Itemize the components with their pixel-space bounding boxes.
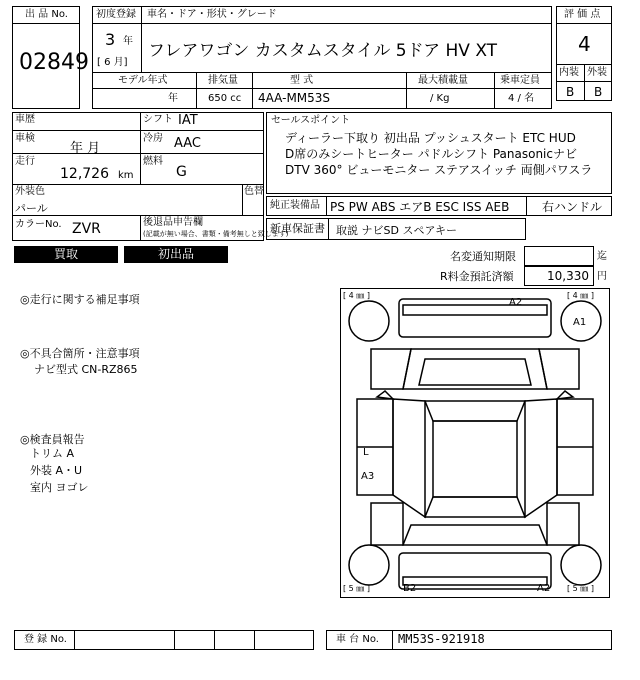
capacity-value: 4 / 名	[508, 93, 535, 104]
rear-left-quarter	[371, 503, 403, 545]
displacement-label: 排気量	[208, 75, 238, 86]
notice-unit: 迄	[597, 251, 607, 262]
tire-rear-right	[561, 545, 601, 585]
lot-number-cell	[12, 23, 89, 109]
mark-front-bumper: A2	[509, 297, 523, 308]
inspection-value: 年 月	[70, 141, 101, 156]
rear-window	[425, 497, 525, 517]
ext-color-value: パール	[15, 202, 48, 215]
recycle-value-cell	[524, 266, 594, 286]
reg-no-label: 登 録 No.	[24, 634, 67, 645]
tire-label-fr: [ 4 ㎜ ]	[567, 291, 594, 300]
car-diagram-svg	[341, 289, 609, 597]
sales-line-2: D席のみシートヒーター パドルシフト Panasonicナビ	[285, 147, 577, 161]
tire-rear-left	[349, 545, 389, 585]
score-label: 評 価 点	[564, 9, 601, 20]
mileage-label: 走行	[15, 156, 35, 167]
buy-badge: 買取	[14, 246, 118, 263]
reg-value-cell	[92, 23, 142, 73]
tire-label-rr: [ 5 ㎜ ]	[567, 584, 594, 593]
inspector-line-1: トリム A	[30, 447, 75, 460]
load-value: / Kg	[430, 93, 450, 104]
lot-label: 出 品 No.	[25, 9, 68, 20]
ext-color-label: 外装色	[15, 186, 45, 197]
equipment-label: 純正装備品	[270, 200, 320, 211]
recycle-unit: 円	[597, 271, 607, 282]
defect-notes-title: ◎不具合箇所・注意事項	[20, 347, 140, 360]
chassis-value: MM53S-921918	[398, 632, 485, 646]
type-label: 型 式	[290, 75, 314, 86]
sales-point-block	[266, 112, 612, 194]
tire-label-fl: [ 4 ㎜ ]	[343, 291, 370, 300]
reg-month: [ 6 月]	[97, 57, 128, 68]
front-left-fender	[371, 349, 411, 389]
reg-label: 初度登録	[96, 9, 136, 20]
name-label: 車名・ドア・形状・グレード	[147, 9, 277, 20]
interior-grade-cell	[556, 81, 585, 101]
rear-right-quarter	[547, 503, 579, 545]
ac-label: 冷房	[143, 133, 163, 144]
left-pillars	[393, 399, 425, 517]
score-label-cell	[556, 6, 612, 24]
recycle-label: R料金預託済額	[440, 270, 514, 283]
tire-front-left	[349, 301, 389, 341]
defect-line-1: ナビ型式 CN-RZ865	[34, 363, 138, 376]
notice-label: 名変通知期限	[450, 250, 516, 263]
color-change-label: 色替	[244, 186, 264, 197]
exterior-grade-cell	[584, 81, 612, 101]
warranty-value: 取説 ナビSD スペアキー	[336, 224, 458, 237]
mileage-value: 12,726	[60, 166, 109, 182]
mark-left-rear-door: A3	[361, 471, 375, 482]
reg-label-cell	[92, 6, 142, 24]
sales-label: セールスポイント	[271, 115, 351, 126]
inspector-line-3: 室内 ヨゴレ	[30, 481, 89, 494]
mark-left-door: L	[363, 447, 369, 458]
roof	[433, 421, 517, 497]
rear-gate	[403, 525, 547, 545]
model-year-label: モデル年式	[118, 75, 168, 86]
car-diagram	[340, 288, 610, 598]
history-label: 車歴	[15, 114, 35, 125]
type-value: 4AA-MM53S	[258, 91, 331, 105]
score-value-cell	[556, 23, 612, 65]
model-year-unit: 年	[168, 93, 178, 104]
color-no-label: カラーNo.	[15, 219, 62, 230]
interior-grade: B	[566, 85, 575, 99]
hood	[403, 349, 547, 389]
aftermarket-note: (記載が無い場合、書類・備考無しと致します)	[143, 230, 289, 238]
mileage-unit: km	[118, 170, 134, 181]
rear-bumper-outline	[399, 553, 551, 589]
name-value-cell	[141, 23, 552, 73]
driving-notes-title: ◎走行に関する補足事項	[20, 293, 140, 306]
score: 4	[578, 32, 591, 56]
lot-label-cell	[12, 6, 80, 24]
exterior-grade: B	[594, 85, 603, 99]
right-pillars	[525, 399, 557, 517]
exterior-label-cell	[584, 64, 612, 82]
capacity-label: 乗車定員	[500, 75, 540, 86]
front-right-fender	[539, 349, 579, 389]
aftermarket-label: 後退品申告欄	[143, 217, 203, 228]
first-listing-badge: 初出品	[124, 246, 228, 263]
mark-rear-bumper-left: B2	[403, 583, 417, 594]
car-name: フレアワゴン カスタムスタイル 5ドア HV XT	[148, 41, 498, 61]
chassis-label: 車 台 No.	[336, 634, 379, 645]
interior-label-cell	[556, 64, 585, 82]
displacement: 650 cc	[208, 93, 242, 104]
hood-inner	[419, 359, 531, 385]
fuel-value: G	[176, 164, 187, 180]
shift-label: シフト	[143, 114, 173, 125]
inspection-label: 車検	[15, 133, 35, 144]
warranty-label: 新車保証書	[270, 222, 325, 235]
steering: 右ハンドル	[542, 200, 603, 214]
notice-value-cell	[524, 246, 594, 266]
lot-number: 02849	[19, 50, 89, 75]
ac-value: AAC	[174, 136, 201, 151]
mark-tire-fr: A1	[573, 317, 587, 328]
reg-year: 3	[105, 30, 116, 49]
sales-line-1: ディーラー下取り 初出品 プッシュスタート ETC HUD	[285, 131, 576, 145]
mark-rear-bumper-right: A2	[537, 583, 551, 594]
sales-line-3: DTV 360° ビューモニター ステアスイッチ 両側パワスラ	[285, 163, 593, 177]
inspector-line-2: 外装 A・U	[30, 464, 83, 477]
exterior-label: 外装	[587, 67, 607, 78]
name-label-cell	[141, 6, 552, 24]
recycle-value: 10,330	[547, 269, 589, 283]
interior-label: 内装	[559, 67, 579, 78]
windshield	[425, 401, 525, 421]
fuel-label: 燃料	[143, 156, 163, 167]
front-bumper-strip	[403, 305, 547, 315]
inspector-title: ◎検査員報告	[20, 433, 85, 446]
reg-year-unit: 年	[123, 36, 133, 47]
color-no-value: ZVR	[72, 221, 101, 237]
load-label: 最大積載量	[418, 75, 468, 86]
tire-label-rl: [ 5 ㎜ ]	[343, 584, 370, 593]
shift-value: IAT	[178, 113, 198, 128]
rear-bumper-strip	[403, 577, 547, 585]
equipment-value: PS PW ABS エアB ESC ISS AEB	[330, 200, 510, 214]
